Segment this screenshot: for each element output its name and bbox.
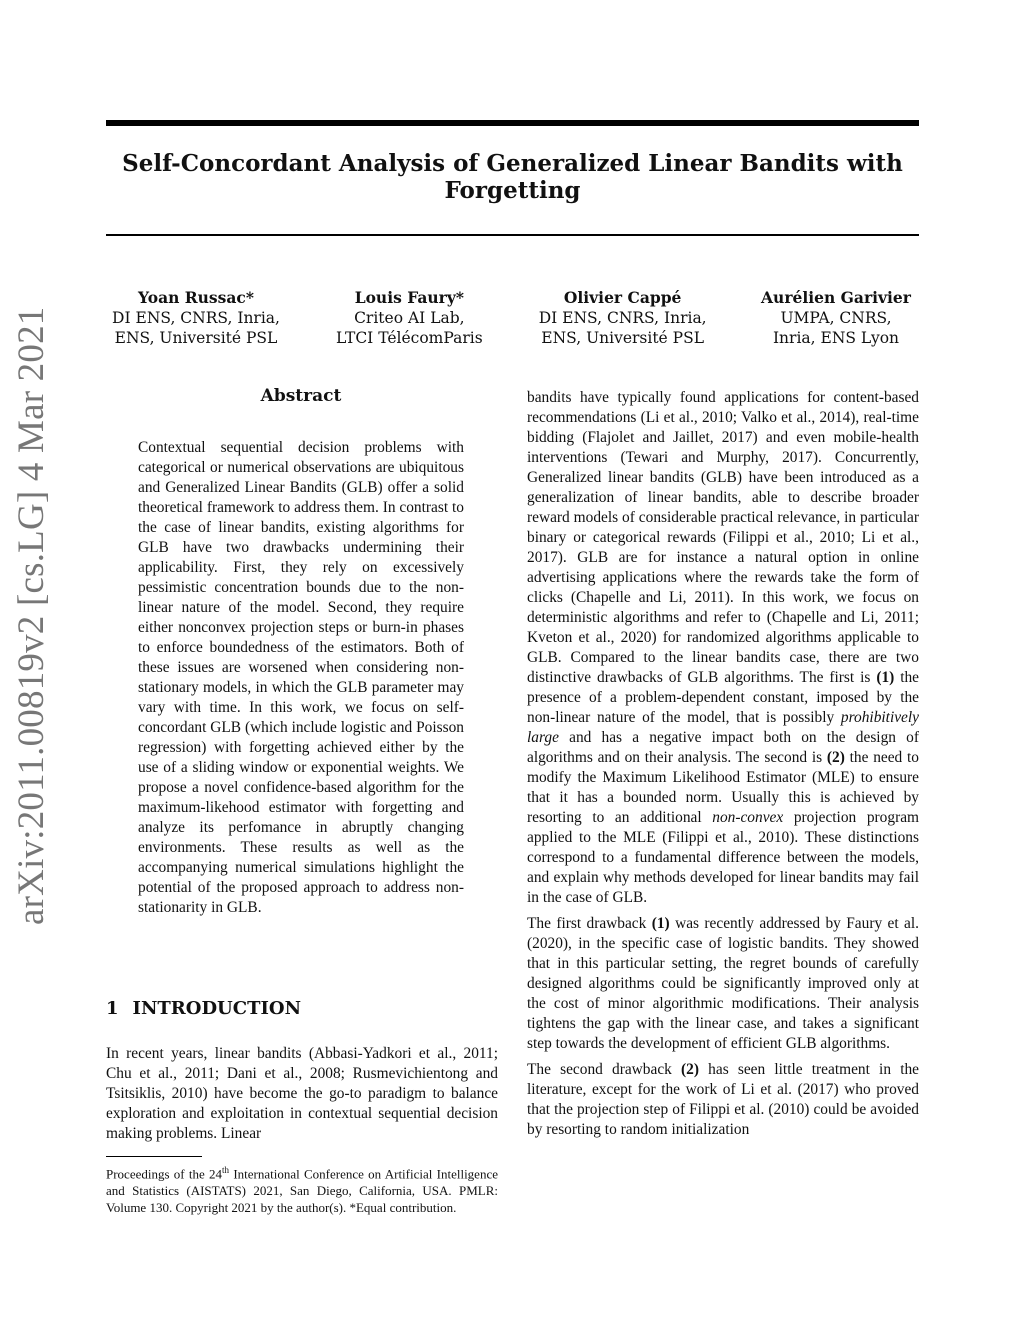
footnote: Proceedings of the 24th International Conference on Artificial Intelligence and Statistics (AISTATS) 2021, San Diego, California, USA. PMLR: Volume 130. Copyright 2021 by the author(s). *Equal contribution. <box>106 1165 498 1216</box>
author-block <box>736 288 936 348</box>
arxiv-stamp: arXiv:2011.00819v2 [cs.LG] 4 Mar 2021 <box>11 306 52 925</box>
body-paragraph: bandits have typically found applications for content-based recommendations (Li et al., 2010; Valko et al., 2014), real-time bidding (Flajolet and Jaillet, 2017) and even mobile-health interventions (Tewari and Murphy, 2017). Concurrently, Generalized linear bandits (GLB) have been introduced as a generalization of linear bandits, able to describe broader reward models of considerable practical relevance, in particular binary or categorical rewards (Filippi et al., 2010; Li et al., 2017). GLB are for instance a natural option in online advertising applications where the rewards take the form of clicks (Chapelle and Li, 2011). In this work, we focus on deterministic algorithms and refer to (Chapelle and Li, 2011; Kveton et al., 2020) for randomized algorithms applicable to GLB. Compared to the linear bandits case, there are two distinctive drawbacks of GLB algorithms. The first is (1) the presence of a problem-dependent constant, imposed by the non-linear nature of the model, that is possibly prohibitively large and has a negative impact both on the design of algorithms and on their analysis. The second is (2) the need to modify the Maximum Likelihood Estimator (MLE) to ensure that it has a bounded norm. Usually this is achieved by resorting to an additional non-convex projection program applied to the MLE (Filippi et al., 2010). These distinctions correspond to a fundamental difference between the models, and explain why methods developed for linear bandits may fail in the case of GLB. <box>527 389 919 906</box>
author-block <box>309 288 509 348</box>
author-affiliation: Inria, ENS Lyon <box>772 329 900 347</box>
author-block <box>523 288 723 348</box>
abstract-heading: Abstract <box>260 386 342 406</box>
author-affiliation: ENS, Université PSL <box>541 329 705 347</box>
author-name: Louis Faury* <box>354 288 464 307</box>
author-affiliation: DI ENS, CNRS, Inria, <box>538 309 707 327</box>
author-affiliation: UMPA, CNRS, <box>780 309 892 327</box>
author-affiliation: Criteo AI Lab, <box>354 309 465 327</box>
author-block <box>96 288 296 348</box>
author-name: Aurélien Garivier <box>761 288 911 307</box>
abstract-text: Contextual sequential decision problems with categorical or numerical observations are ubiquitous and Generalized Linear Bandits (GLB) offer a solid theoretical framework to address them. In contrast to the case of linear bandits, existing algorithms for GLB have two drawbacks undermining their applicability. First, they rely on excessively pessimistic concentration bounds due to the non-linear nature of the model. Second, they require either nonconvex projection steps or burn-in phases to enforce boundedness of the estimators. Both of these issues are worsened when considering non-stationary models, in which the GLB parameter may vary with time. In this work, we focus on self-concordant GLB (which include logistic and Poisson regression) with forgetting achieved either by the use of a sliding window or exponential weights. We propose a novel confidence-based algorithm for the maximum-likehood estimator with forgetting and analyze its perfomance in abruptly changing environments. These results as well as the accompanying numerical simulations highlight the potential of the proposed approach to address non-stationarity in GLB. <box>138 439 464 916</box>
author-affiliation: LTCI TélécomParis <box>335 329 483 347</box>
author-affiliation: ENS, Université PSL <box>114 329 278 347</box>
section-number: 1 <box>106 998 119 1019</box>
body-paragraph: The first drawback (1) was recently addressed by Faury et al. (2020), in the specific case of logistic bandits. They showed that in this particular setting, the regret bounds of carefully designed algorithms could be significantly improved only at the cost of minor algorithmic modifications. Their analysis tightens the gap with the linear case, and takes a significant step towards the development of efficient GLB algorithms. <box>527 915 919 1052</box>
author-name: Yoan Russac* <box>138 288 254 307</box>
author-name: Olivier Cappé <box>563 288 682 307</box>
author-affiliation: DI ENS, CNRS, Inria, <box>112 309 280 327</box>
intro-paragraph: In recent years, linear bandits (Abbasi-Yadkori et al., 2011; Chu et al., 2011; Dani et al., 2008; Rusmevichientong and Tsitsiklis, 2010) have become the go-to paradigm to balance exploration and exploitation in contextual sequential decision making problems. Linear <box>106 1045 498 1142</box>
section-heading <box>106 998 301 1019</box>
right-column <box>527 388 919 1146</box>
body-paragraph: The second drawback (2) has seen little treatment in the literature, except for the work of Li et al. (2017) who proved that the projection step of Filippi et al. (2010) could be avoided by resorting to random initialization <box>527 1061 920 1138</box>
author-list <box>96 288 936 348</box>
section-title: INTRODUCTION <box>132 998 302 1019</box>
title-rule-bottom <box>106 234 919 236</box>
footnote-rule <box>106 1156 202 1157</box>
title-rule-top <box>106 120 919 126</box>
paper-title: Self-Concordant Analysis of Generalized Linear Bandits with Forgetting <box>122 150 903 204</box>
